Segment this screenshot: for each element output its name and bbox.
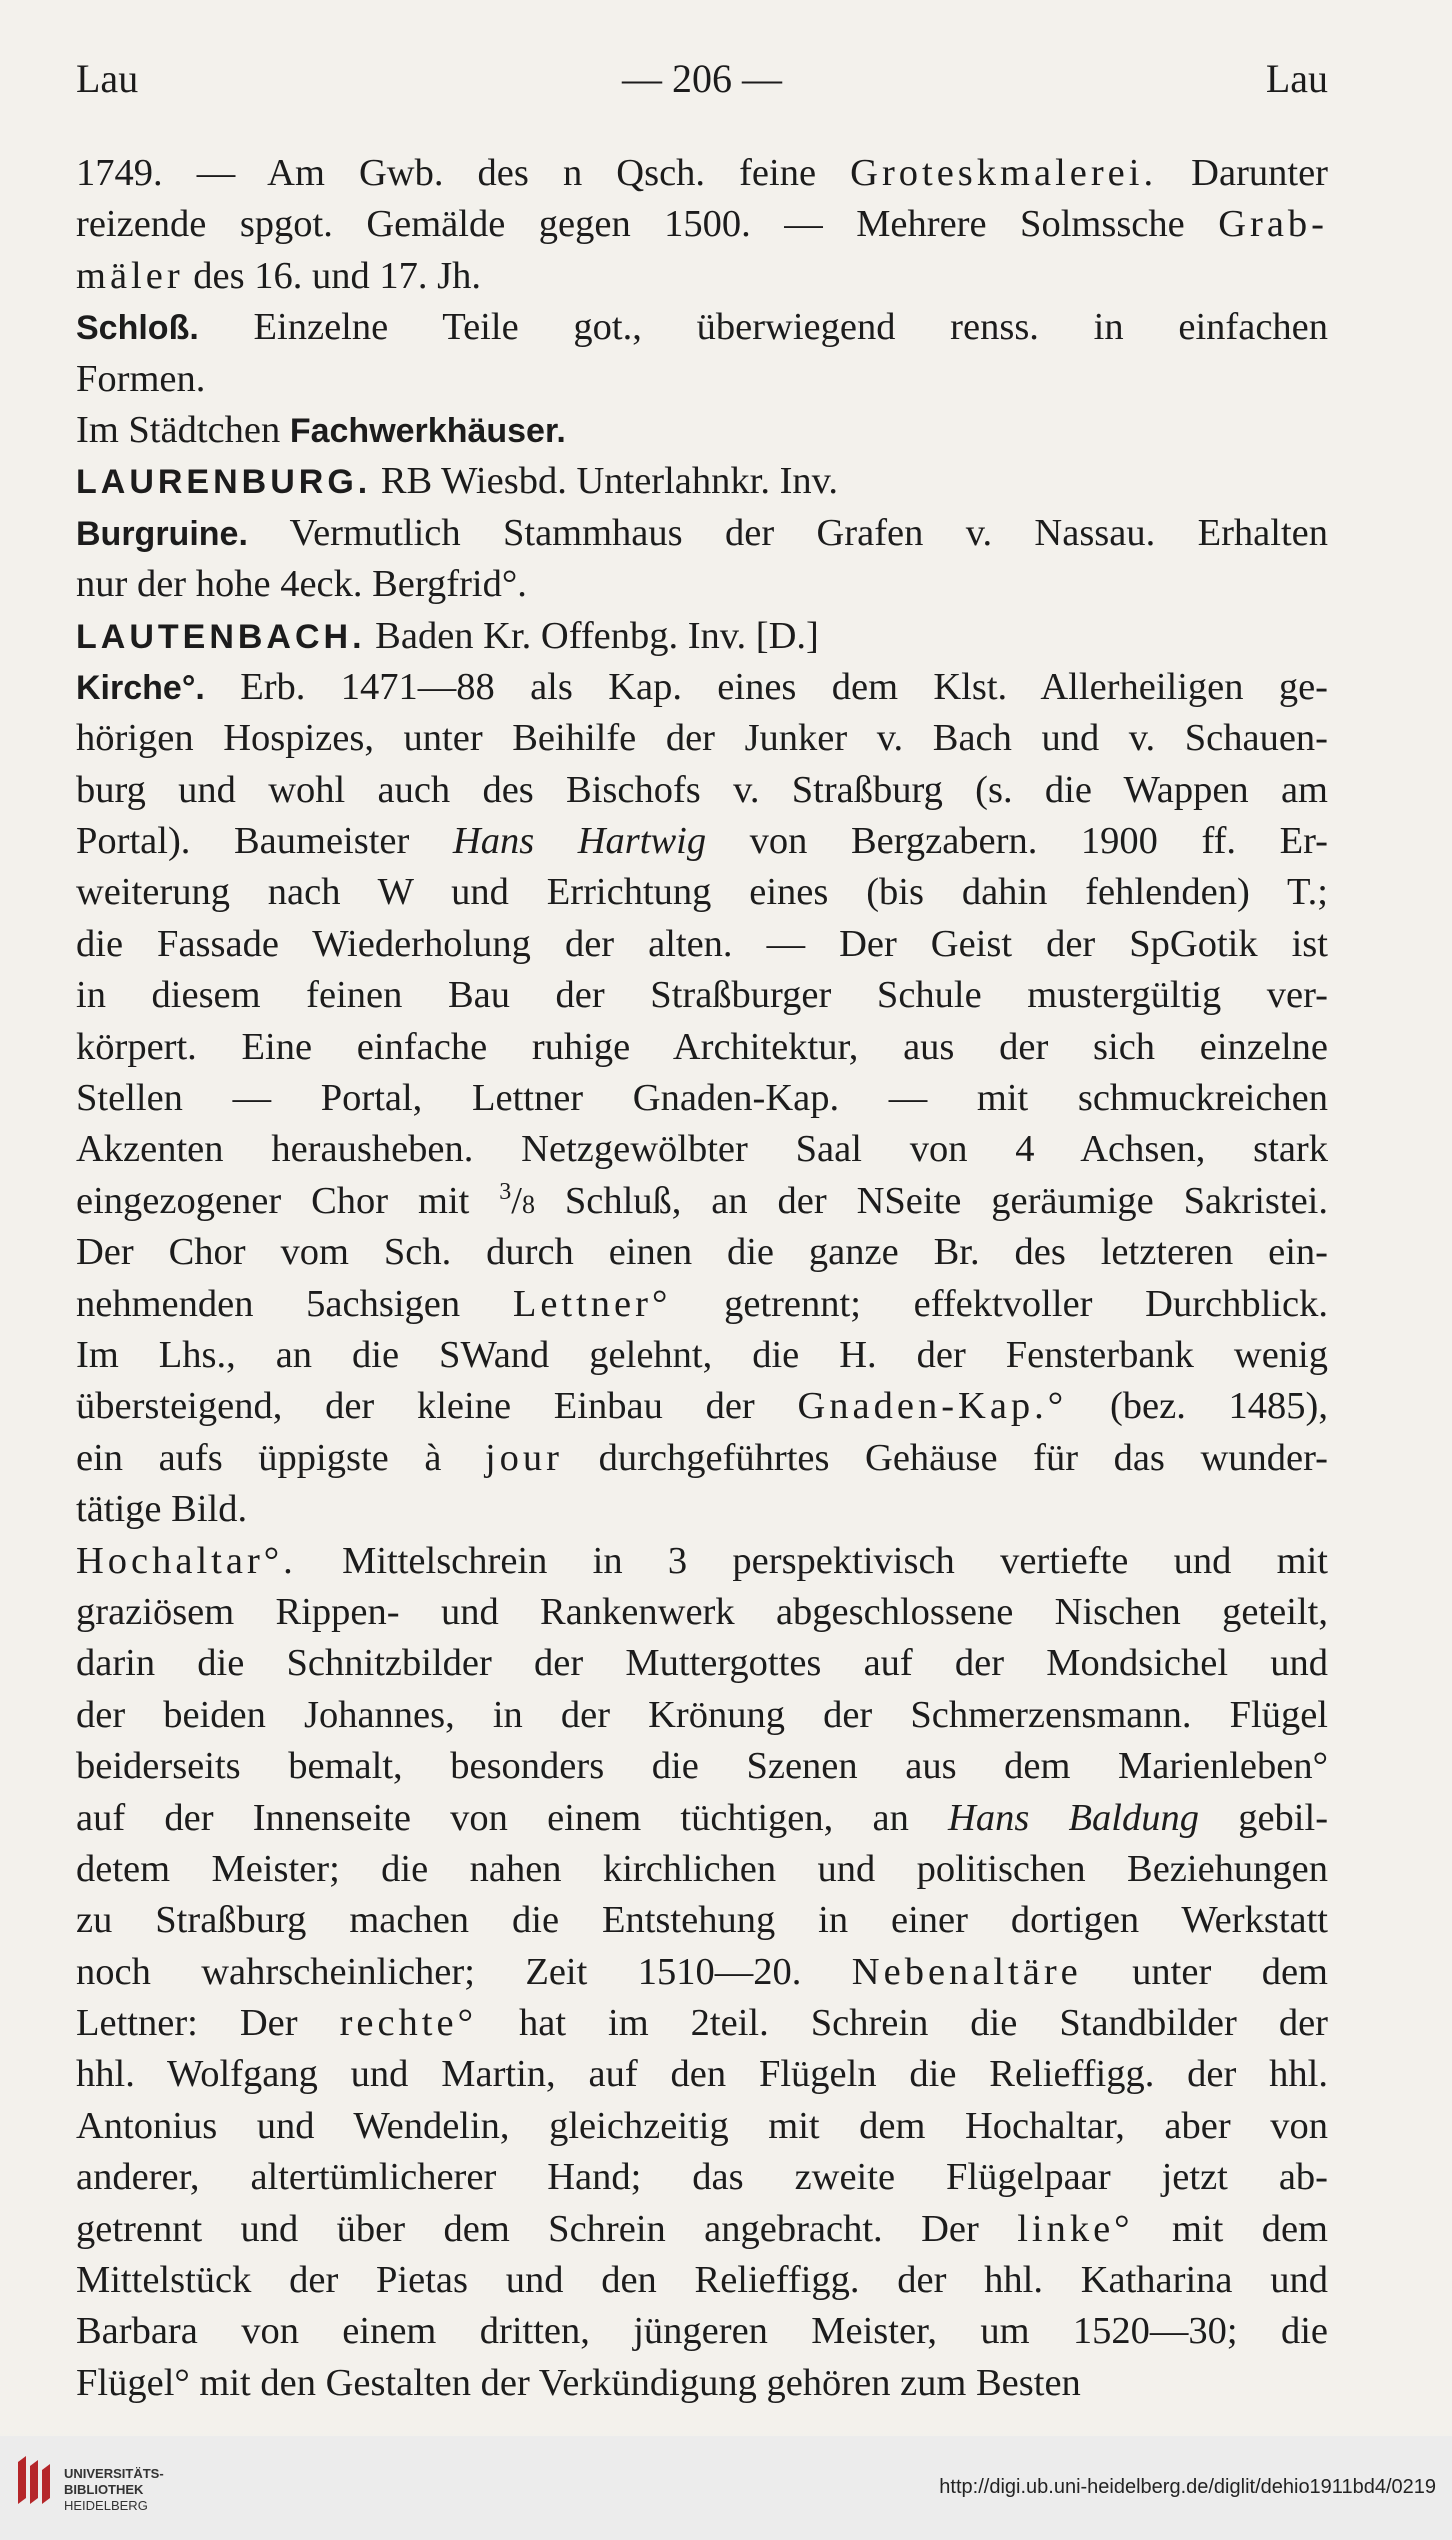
text-line: ein aufs üppigste à jour durchgeführtes Gehäuse für das wunder- [76,1436,1328,1479]
text-line: Im Städtchen Fachwerkhäuser. [76,408,566,451]
library-name-line: UNIVERSITÄTS- [64,2466,164,2481]
text-line: Flügel° mit den Gestalten der Verkündigung gehören zum Besten [76,2361,1081,2404]
text-line: 1749. — Am Gwb. des n Qsch. feine Groteskmalerei. Darunter [76,152,1328,194]
text-line: die Fassade Wiederholung der alten. — Der Geist der SpGotik ist [76,922,1328,965]
text-line: nur der hohe 4eck. Bergfrid°. [76,563,527,606]
text-line: Portal). Baumeister Hans Hartwig von Bergzabern. 1900 ff. Er- [76,820,1328,863]
text-line: zu Straßburg machen die Entstehung in einer dortigen Werkstatt [76,1899,1328,1942]
text-line: hörigen Hospizes, unter Beihilfe der Junker v. Bach und v. Schauen- [76,717,1328,760]
page-number: — 206 — [622,56,782,101]
text-line: auf der Innenseite von einem tüchtigen, an Hans Baldung gebil- [76,1796,1328,1839]
text-line: anderer, altertümlicherer Hand; das zweite Flügelpaar jetzt ab- [76,2156,1328,2199]
text-line: der beiden Johannes, in der Krönung der Schmerzensmann. Flügel [76,1693,1328,1736]
text-line: darin die Schnitzbilder der Muttergottes auf der Mondsichel und [76,1642,1328,1685]
text-line: beiderseits bemalt, besonders die Szenen aus dem Marienleben° [76,1745,1328,1788]
text-line: LAURENBURG. RB Wiesbd. Unterlahnkr. Inv. [76,460,839,503]
text-line: detem Meister; die nahen kirchlichen und politischen Beziehungen [76,1847,1328,1890]
text-line: Stellen — Portal, Lettner Gnaden-Kap. — mit schmuckreichen [76,1077,1328,1120]
university-logo-icon [14,2452,54,2508]
library-name-line: HEIDELBERG [64,2498,148,2513]
text-line: übersteigend, der kleine Einbau der Gnaden-Kap.° (bez. 1485), [76,1385,1328,1428]
text-line: burg und wohl auch des Bischofs v. Straßburg (s. die Wappen am [76,768,1328,811]
text-line: Akzenten herausheben. Netzgewölbter Saal von 4 Achsen, stark [76,1128,1328,1171]
library-name [64,2466,164,2514]
text-line: hhl. Wolfgang und Martin, auf den Flügeln die Relieffigg. der hhl. [76,2053,1328,2096]
text-line: reizende spgot. Gemälde gegen 1500. — Mehrere Solmssche Grab- [76,203,1328,246]
text-line: körpert. Eine einfache ruhige Architektur, aus der sich einzelne [76,1025,1328,1068]
library-name-line: BIBLIOTHEK [64,2482,144,2497]
text-line: Lettner: Der rechte° hat im 2teil. Schrein die Standbilder der [76,2002,1328,2045]
text-line: getrennt und über dem Schrein angebracht. Der linke° mit dem [76,2207,1328,2250]
text-line: Hochaltar°. Mittelschrein in 3 perspektivisch vertiefte und mit [76,1539,1328,1582]
text-line: Formen. [76,357,206,400]
text-line: in diesem feinen Bau der Straßburger Schule mustergültig ver- [76,974,1328,1017]
running-header [76,55,1328,115]
text-line: mäler des 16. und 17. Jh. [76,254,481,297]
text-line: Der Chor vom Sch. durch einen die ganze Br. des letzteren ein- [76,1231,1328,1274]
text-line: Kirche°. Erb. 1471—88 als Kap. eines dem Klst. Allerheiligen ge- [76,665,1328,708]
text-line: noch wahrscheinlicher; Zeit 1510—20. Nebenaltäre unter dem [76,1950,1328,1993]
text-line: Antonius und Wendelin, gleichzeitig mit dem Hochaltar, aber von [76,2104,1328,2147]
text-line: Mittelstück der Pietas und den Relieffigg. der hhl. Katharina und [76,2259,1328,2302]
main-text [76,148,1328,2409]
text-line: graziösem Rippen- und Rankenwerk abgeschlossene Nischen geteilt, [76,1590,1328,1633]
text-line: tätige Bild. [76,1488,248,1531]
source-url-link[interactable]: http://digi.ub.uni-heidelberg.de/diglit/dehio1911bd4/0219 [939,2476,1436,2498]
text-line: eingezogener Chor mit $^3$/8 Schluß, an der NSeite geräumige Sakristei. [76,1178,1328,1222]
text-line: LAUTENBACH. Baden Kr. Offenbg. Inv. [D.] [76,614,819,657]
text-line: nehmenden 5achsigen Lettner° getrennt; effektvoller Durchblick. [76,1282,1328,1325]
text-line: Burgruine. Vermutlich Stammhaus der Grafen v. Nassau. Erhalten [76,511,1328,554]
header-left-keyword: Lau [76,56,139,101]
header-right-keyword: Lau [1265,56,1328,101]
text-line: Im Lhs., an die SWand gelehnt, die H. der Fensterbank wenig [76,1333,1328,1376]
text-line: weiterung nach W und Errichtung eines (bis dahin fehlenden) T.; [76,871,1328,914]
footer-bar [0,2436,1452,2540]
text-line: Barbara von einem dritten, jüngeren Meister, um 1520—30; die [76,2310,1328,2353]
text-line: Schloß. Einzelne Teile got., überwiegend renss. in einfachen [76,306,1328,349]
